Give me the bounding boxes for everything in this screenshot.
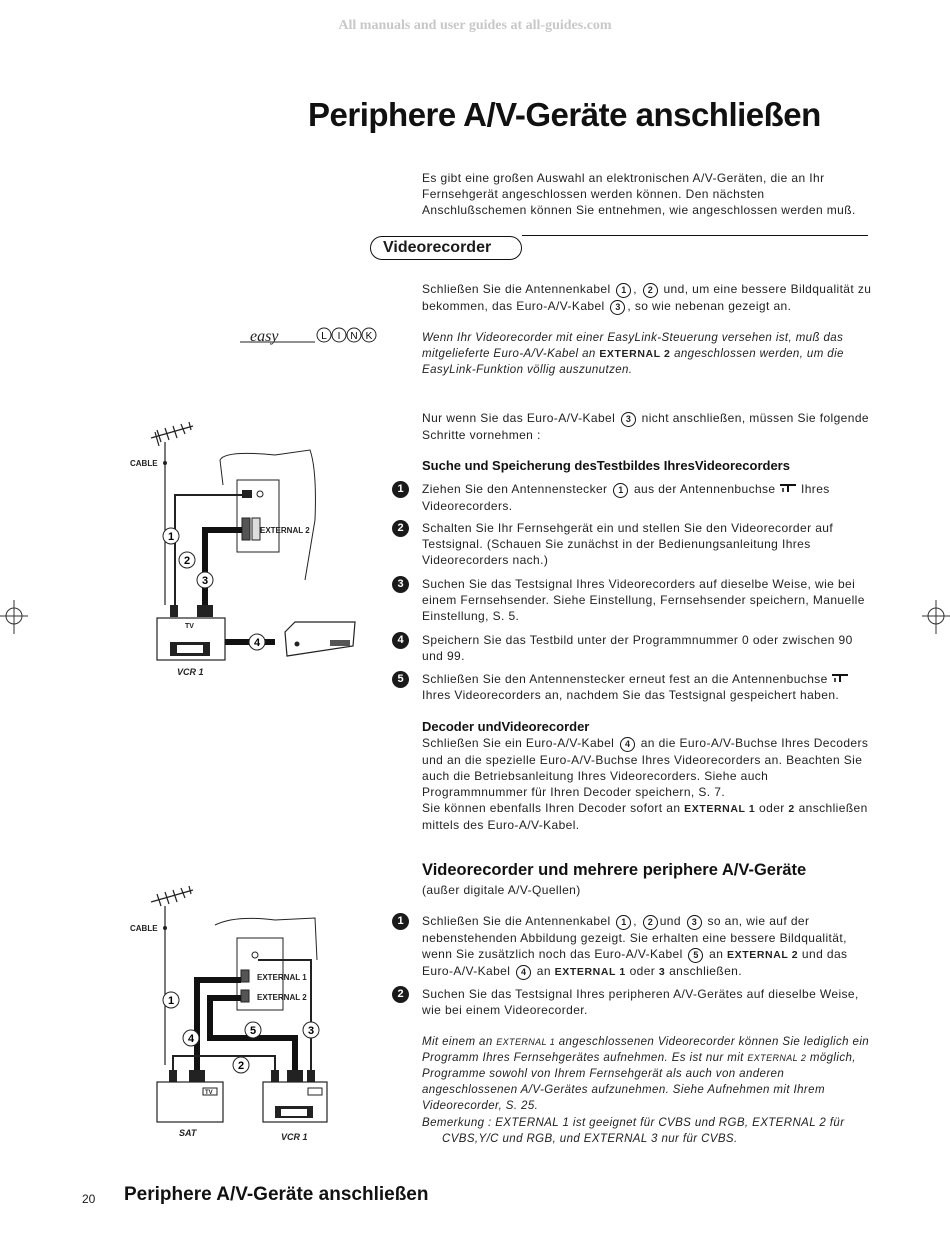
vcr-multi-subheading: (außer digitale A/V-Quellen) [422,883,581,897]
cable-label: CABLE [130,924,158,933]
text-emphasis: EXTERNAL 2 [599,348,671,360]
text-segment: angeschlossen werden, um die EasyLink-Funktion völlig auszunutzen. [422,348,844,376]
callout-1 [163,528,179,544]
svg-text:3: 3 [201,575,209,587]
text-segment: Schließen Sie den Antennenstecker erneut fest an die Antennenbuchse [422,672,828,686]
euro-av-cable-3 [205,530,242,610]
callout-2 [233,1057,249,1073]
step-text: Speichern Sie das Testbild unter der Programmnummer 0 oder zwischen 90 und 99. [422,633,853,663]
decoder-paragraph [422,735,872,833]
callout-number: 2 [643,915,658,930]
text-small-caps: EXTERNAL 1 [496,1037,556,1047]
callout-number: 4 [516,965,531,980]
text-segment: Schließen Sie die Antennenkabel [422,914,611,928]
connector [169,1070,205,1082]
step-text [422,671,872,703]
sat-receiver-device [157,1082,223,1122]
only-if-paragraph [422,410,872,443]
text-line: Bemerkung : EXTERNAL 1 ist geeignet für CVBS und RGB, EXTERNAL 2 für [422,1117,845,1129]
easylink-script: easy [250,328,279,345]
text-segment: Nur wenn Sie das Euro-A/V-Kabel [422,411,616,425]
text-segment: anschließen. [669,964,742,978]
step-number: 4 [392,632,409,649]
text-segment: Ihres Videorecorders. [422,482,830,513]
vcr-device [263,1082,327,1122]
antenna-socket-icon [831,673,849,683]
svg-text:2: 2 [237,1060,245,1072]
callout-4 [183,1030,199,1046]
svg-text:5: 5 [249,1025,257,1037]
watermark: All manuals and user guides at all-guides.com [338,18,612,33]
text-segment: Wenn Ihr Videorecorder mit einer EasyLink-Steuerung versehen ist, muß das mitgelieferte Euro-A/V-Kabel an [422,332,844,360]
text-segment: an die Euro-A/V-Buchse Ihres Decoders und an die spezielle Euro-A/V-Buchse Ihres Videorecorders an. Beachten Sie auch die Betriebsanleitung Ihres Videorecorders. Siehe auch Programmnummer für Ihren Decoder speichern, S. 7. [422,736,869,799]
callout-4 [249,634,265,650]
antenna-icon [151,422,193,605]
page-number: 20 [82,1192,96,1206]
section-title-videorecorder: Videorecorder [370,236,522,260]
antenna-paragraph [422,281,872,315]
callout-number: 1 [616,283,631,298]
text-segment: Schließen Sie die Antennenkabel [422,282,611,296]
link-letter: L [321,331,327,342]
tv-back-panel [220,450,315,580]
step-text: Suchen Sie das Testsignal Ihres peripheren A/V-Gerätes auf dieselbe Weise, wie bei einem Videorecorder. [422,987,859,1017]
text-segment: Mit einem an [422,1036,493,1048]
callout-number: 3 [621,412,636,427]
text-segment: möglich, Programme sowohl von Ihrem Fernsehgerät als auch von anderen angeschlossenen A/V-Gerätes aufzunehmen. Siehe Aufnehmen mit Ihrem Videorecorder, S. 25. [422,1052,856,1112]
svg-text:3: 3 [307,1025,315,1037]
page-title: Periphere A/V-Geräte anschließen [308,96,821,133]
callout-number: 3 [610,300,625,315]
decoder-heading: Decoder undVideorecorder [422,719,590,734]
text-segment: so an, wie auf der nebenstehenden Abbildung gezeigt. Sie erhalten eine bessere Bildqualität, wenn Sie zusätzlich noch das Euro-A/V-Kabel [422,914,847,961]
antenna-socket-icon [779,483,797,493]
text-emphasis: EXTERNAL 2 [727,949,799,961]
link-letter: K [365,331,373,342]
registration-mark-right [920,598,950,638]
easylink-note [422,330,872,378]
step-number: 2 [392,986,409,1003]
callout-number: 3 [687,915,702,930]
text-segment: aus der Antennenbuchse [633,482,776,496]
tv-label: TV [185,623,194,630]
connector [170,605,213,617]
step-number: 5 [392,671,409,688]
vcr-label: VCR 1 [281,1132,308,1142]
easylink-logo [240,325,380,347]
diagram-multi-device-connection [125,880,340,1150]
text-segment: an [709,947,724,961]
step-text [422,481,872,514]
footer-title: Periphere A/V-Geräte anschließen [124,1184,429,1205]
callout-number: 1 [616,915,631,930]
text-segment: Sie können ebenfalls Ihren Decoder sofort an [422,801,681,815]
text-segment: Ihres Videorecorders an, nachdem Sie das Testsignal gespeichert haben. [422,688,840,702]
svg-text:2: 2 [183,555,191,567]
external-note [422,1034,872,1114]
external2-label: EXTERNAL 2 [260,526,310,535]
connector [271,1070,315,1082]
callout-5 [245,1022,261,1038]
sat-label: SAT [179,1128,197,1138]
text-segment: , [633,282,637,296]
text-emphasis: 2 [788,803,795,815]
step-number: 3 [392,576,409,593]
svg-text:4: 4 [253,637,261,649]
text-small-caps: EXTERNAL 2 [747,1053,807,1063]
text-segment: , so wie nebenan gezeigt an. [627,299,792,313]
search-heading: Suche und Speicherung desTestbildes IhresVideorecorders [422,458,790,473]
link-letter: N [350,331,358,342]
external1-label: EXTERNAL 1 [257,973,307,982]
callout-number: 2 [643,283,658,298]
decoder-device [285,622,355,656]
svg-text:1: 1 [167,531,175,543]
text-segment: angeschlossenen Videorecorder können Sie lediglich ein Programm Ihres Fernsehgerätes aufnehmen. Es ist nur mit [422,1036,870,1064]
step-text: Schalten Sie Ihr Fernsehgerät ein und stellen Sie den Videorecorder auf Testsignal. (Schauen Sie zunächst in der Bedienungsanleitung Ihres Videorecorders nach.) [422,521,834,567]
link-letter: I [337,331,341,342]
svg-text:1: 1 [167,995,175,1007]
vcr-label: VCR 1 [177,667,204,677]
intro-paragraph: Es gibt eine großen Auswahl an elektronischen A/V-Geräten, die an Ihr Fernsehgerät angeschlossen werden können. Den nächsten Anschlußschemen können Sie entnehmen, wie angeschlossen werden muß. [422,171,856,217]
registration-mark-left [0,598,30,638]
vcr-multi-heading: Videorecorder und mehrere periphere A/V-Geräte [422,861,807,879]
callout-number: 5 [688,948,703,963]
text-segment: anschließen mittels des Euro-A/V-Kabel. [422,801,868,832]
text-segment: und [659,914,681,928]
step-number: 1 [392,913,409,930]
text-segment: Schließen Sie ein Euro-A/V-Kabel [422,736,615,750]
callout-3 [303,1022,319,1038]
callout-number: 4 [620,737,635,752]
step-number: 2 [392,520,409,537]
text-line: CVBS,Y/C und RGB, und EXTERNAL 3 nur für CVBS. [442,1133,738,1145]
text-segment: , [633,914,637,928]
step-text [422,913,872,980]
svg-text:4: 4 [187,1033,195,1045]
link-letters [317,328,376,342]
step-number: 1 [392,481,409,498]
section-rule [522,235,868,236]
antenna-cable-2 [173,1056,275,1070]
callout-3 [197,572,213,588]
text-segment: oder [629,964,656,978]
callout-1 [163,992,179,1008]
text-segment: nicht anschließen, müssen Sie folgende Schritte vornehmen : [422,411,869,442]
text-segment: an [536,964,551,978]
external2-label: EXTERNAL 2 [257,993,307,1002]
cable-label: CABLE [130,459,158,468]
text-emphasis: EXTERNAL 1 [554,966,626,978]
callout-number: 1 [613,483,628,498]
text-emphasis: 3 [658,966,666,978]
step-text: Suchen Sie das Testsignal Ihres Videorecorders auf dieselbe Weise, wie bei einem Fernsehsender. Siehe Einstellung, Fernsehsender speichern, Manuelle Einstellung, S. 5. [422,577,865,623]
text-segment: und das Euro-A/V-Kabel [422,947,848,978]
tv-label: TV [205,1090,213,1096]
callout-2 [179,552,195,568]
diagram-vcr-connection [125,420,365,685]
text-segment: Ziehen Sie den Antennenstecker [422,482,608,496]
text-segment: oder [759,801,785,815]
text-emphasis: EXTERNAL 1 [684,803,756,815]
remark-note [422,1115,872,1147]
text-segment: und, um eine bessere Bildqualität zu bekommen, das Euro-A/V-Kabel [422,282,872,313]
